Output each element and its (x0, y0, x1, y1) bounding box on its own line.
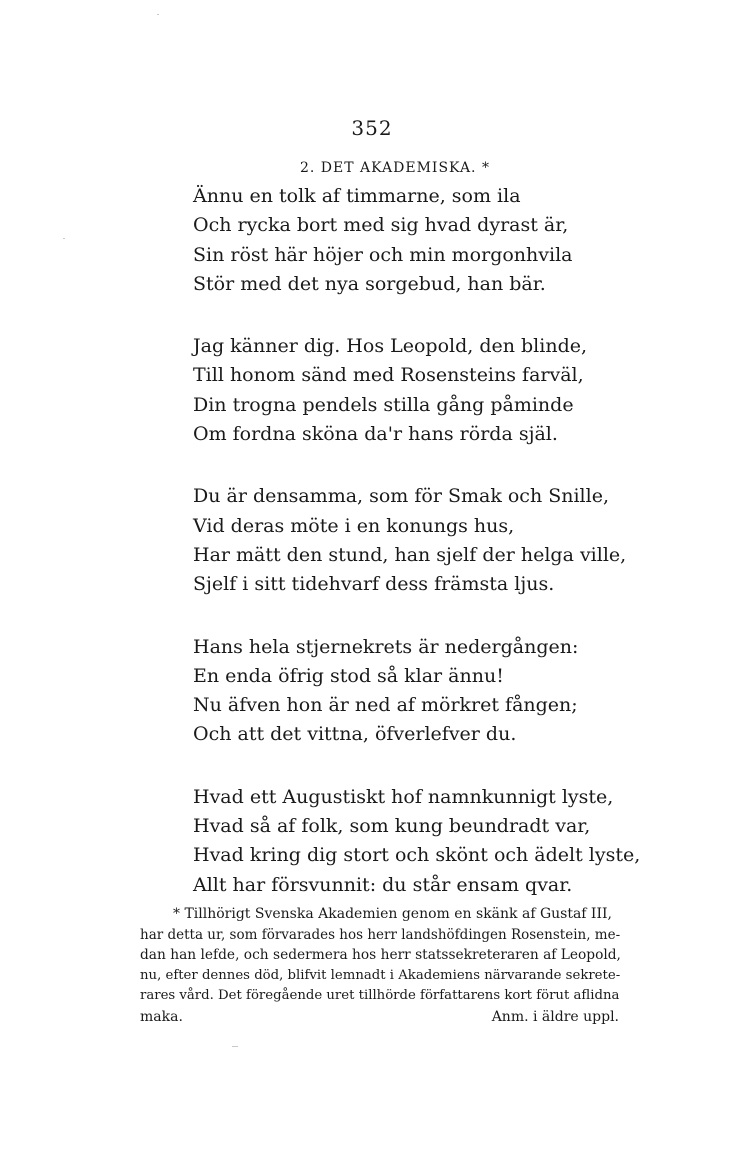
verse-line: Om fordna sköna da'r hans rörda själ. (193, 423, 558, 446)
verse-line: Hvad ett Augustiskt hof namnkunnigt lyste, (193, 785, 614, 808)
verse-line: Till honom sänd med Rosensteins farväl, (193, 364, 584, 387)
verse-line: Och rycka bort med sig hvad dyrast är, (193, 214, 569, 237)
verse-line: Jag känner dig. Hos Leopold, den blinde, (193, 335, 588, 358)
verse-line: Och att det vittna, öfverlefver du. (193, 723, 517, 746)
stanza (193, 482, 673, 599)
footnote-line: har detta ur, som förvarades hos herr landshöfdingen Rosenstein, me- (140, 926, 621, 943)
footnote-line: dan han lefde, och sedermera hos herr statssekreteraren af Leopold, (140, 947, 621, 963)
verse-line: Du är densamma, som för Smak och Snille, (193, 485, 609, 508)
footnote-last-line (140, 1007, 625, 1028)
verse-line: Vid deras möte i en konungs hus, (193, 514, 515, 537)
verse-line: Hvad så af folk, som kung beundradt var, (193, 815, 591, 838)
footnote-line: * Tillhörigt Svenska Akademien genom en skänk af Gustaf III, (173, 906, 612, 922)
verse-line: Har mätt den stund, han sjelf der helga ville, (193, 543, 627, 566)
page-speck (232, 1046, 238, 1047)
footnote-line: rares vård. Det föregående uret tillhörde författarens kort förut aflidna (140, 988, 620, 1003)
stanza (193, 182, 673, 299)
verse-line: En enda öfrig stod så klar ännu! (193, 664, 504, 687)
stanza (193, 332, 673, 449)
verse-line: Hans hela stjernekrets är nedergången: (193, 635, 579, 658)
verse-line: Nu äfven hon är ned af mörkret fången; (193, 694, 578, 717)
footnote-attribution: Anm. i äldre uppl. (491, 1008, 619, 1025)
page-speck (157, 14, 159, 15)
page-speck (63, 238, 65, 239)
verse-line: Din trogna pendels stilla gång påminde (193, 393, 574, 416)
verse-line: Hvad kring dig stort och skönt och ädelt lyste, (193, 844, 641, 867)
stanza (193, 633, 673, 750)
footnote-line: nu, efter dennes död, blifvit lemnadt i Akademiens närvarande sekrete- (140, 967, 621, 983)
verse-line: Stör med det nya sorgebud, han bär. (193, 272, 546, 295)
verse-line: Sin röst här höjer och min morgonhvila (193, 243, 573, 266)
verse-line: Sjelf i sitt tidehvarf dess främsta ljus. (193, 573, 555, 596)
footnote (140, 904, 625, 1027)
footnote-line-end: maka. (140, 1008, 183, 1025)
stanza (193, 783, 673, 900)
verse-line: Ännu en tolk af timmarne, som ila (193, 185, 521, 207)
poem-title: 2. DET AKADEMISKA. * (300, 160, 490, 176)
page-number: 352 (351, 116, 393, 140)
verse-line: Allt har försvunnit: du står ensam qvar. (193, 873, 573, 896)
poem-body (193, 182, 673, 933)
